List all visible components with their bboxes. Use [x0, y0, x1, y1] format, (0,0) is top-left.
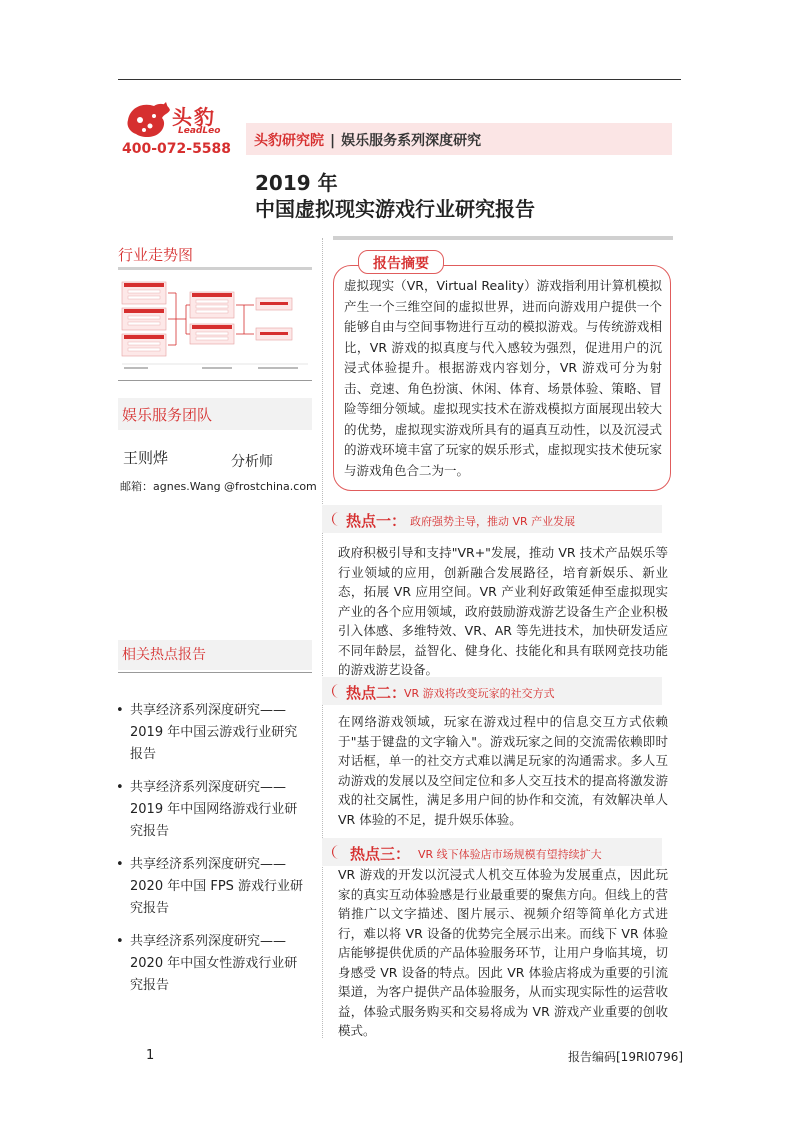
logo-subtext: LeadLeo	[178, 126, 221, 136]
summary-top-bar	[333, 236, 673, 240]
hotspot-3-header	[322, 838, 662, 866]
analyst-name: 王则烨	[123, 449, 169, 467]
report-title: 中国虚拟现实游戏行业研究报告	[255, 197, 535, 221]
trend-divider	[118, 267, 312, 270]
analyst-role: 分析师	[231, 454, 273, 470]
crescent-icon	[328, 683, 344, 699]
related-heading-box	[118, 640, 312, 670]
related-report-item[interactable]: • 共享经济系列深度研究—— 2020 年中国女性游戏行业研 究报告	[116, 931, 316, 997]
trend-heading: 行业走势图	[118, 246, 194, 264]
industry-chain-diagram	[118, 280, 312, 374]
summary-tab: 报告摘要	[358, 250, 444, 274]
bullet-icon: •	[116, 703, 124, 718]
related-divider	[118, 672, 312, 673]
hotspot-2-desc: VR 游戏将改变玩家的社交方式	[404, 687, 555, 700]
related-reports-list	[116, 700, 316, 1008]
related-report-item[interactable]: • 共享经济系列深度研究—— 2019 年中国网络游戏行业研 究报告	[116, 777, 316, 843]
page-number: 1	[146, 1048, 155, 1063]
analyst-email: 邮箱：agnes.Wang @frostchina.com	[120, 480, 317, 493]
bullet-icon: •	[116, 934, 124, 949]
hotspot-2-text: 在网络游戏领域，玩家在游戏过程中的信息交互方式依赖于"基于键盘的文字输入"。游戏玩家之间的交流需依赖即时对话框，单一的社交方式难以满足玩家的沟通需求。多人互动游戏的发展以及空间定位和多人交互技术的提高将激发游戏的社交属性，满足多用户间的协作和交流，有效解决单人 VR 体验的不足，提升娱乐体验。	[338, 714, 668, 827]
crescent-icon	[328, 844, 344, 860]
bullet-icon: •	[116, 780, 124, 795]
bullet-icon: •	[116, 857, 124, 872]
hotspot-2-label: 热点二：	[346, 684, 407, 702]
summary-text: 虚拟现实（VR，Virtual Reality）游戏指利用计算机模拟产生一个三维空间的虚拟世界，进而向游戏用户提供一个能够自由与空间事物进行互动的模拟游戏。与传统游戏相比，VR 游戏的拟真度与代入感较为强烈，促进用户的沉浸式体验提升。根据游戏内容划分，VR 游戏可分为射击、竞速、角色扮演、休闲、体育、场景体验、策略、冒险等细分领域。虚拟现实技术在游戏模拟方面展现出较大的优势，虚拟现实游戏所具有的逼真互动性，以及沉浸式的游戏环境丰富了玩家的娱乐形式，虚拟现实技术使玩家与游戏角色合二为一。	[344, 278, 662, 478]
crescent-icon	[328, 511, 344, 527]
hotspot-2-header	[322, 677, 662, 705]
related-report-item[interactable]: • 共享经济系列深度研究—— 2020 年中国 FPS 游戏行业研 究报告	[116, 854, 316, 920]
hotspot-1-label: 热点一：	[346, 512, 407, 530]
hotspot-1-text: 政府积极引导和支持"VR+"发展，推动 VR 技术产品娱乐等行业领域的应用，创新融合发展路径，培育新娱乐、新业态，拓展 VR 应用空间。VR 产业利好政策延伸至虚拟现实产业的各个应用领域，政府鼓励游戏游艺设备生产企业积极引入体感、多维特效、VR、AR 等先进技术，加快研发适应不同年龄层，益智化、健身化、技能化和具有联网竞技功能的游戏游艺设备。	[338, 545, 668, 677]
column-divider	[322, 238, 323, 1038]
org-name: 头豹研究院	[254, 133, 324, 149]
hotspot-3-label: 热点三：	[350, 845, 411, 863]
phone-number: 400-072-5588	[122, 141, 232, 157]
hotspot-3-text: VR 游戏的开发以沉浸式人机交互体验为发展重点，因此玩家的真实互动体验感是行业最重要的聚焦方向。但线上的营销推广以文字描述、图片展示、视频介绍等简单化方式进行，难以将 VR 设备的优势完全展示出来。而线下 VR 体验店能够提供优质的产品体验服务环节，让用户身临其境，切身感受 VR 设备的特点。因此 VR 体验店将成为重要的引流渠道，为客户提供产品体验服务，从而实现实际性的运营收益，体验式服务购买和交易将成为 VR 游戏产业重要的创收模式。	[338, 867, 668, 1038]
trend-bottom-divider	[118, 380, 312, 381]
report-code: 报告编码[19RI0796]	[568, 1050, 684, 1064]
related-heading: 相关热点报告	[122, 647, 206, 663]
related-report-item[interactable]: • 共享经济系列深度研究—— 2019 年中国云游戏行业研究 报告	[116, 700, 316, 766]
report-year: 2019 年	[255, 171, 338, 195]
logo-text: 头豹	[172, 105, 216, 129]
team-heading: 娱乐服务团队	[122, 406, 213, 424]
hotspot-3-desc: VR 线下体验店市场规模有望持续扩大	[418, 848, 602, 861]
banner-separator: |	[330, 133, 336, 149]
team-heading-box	[118, 398, 312, 430]
series-name: 娱乐服务系列深度研究	[341, 133, 482, 149]
top-rule	[118, 79, 681, 80]
hotspot-1-desc: 政府强势主导，推动 VR 产业发展	[410, 515, 576, 528]
hotspot-1-header	[322, 505, 662, 533]
series-banner	[246, 123, 672, 155]
